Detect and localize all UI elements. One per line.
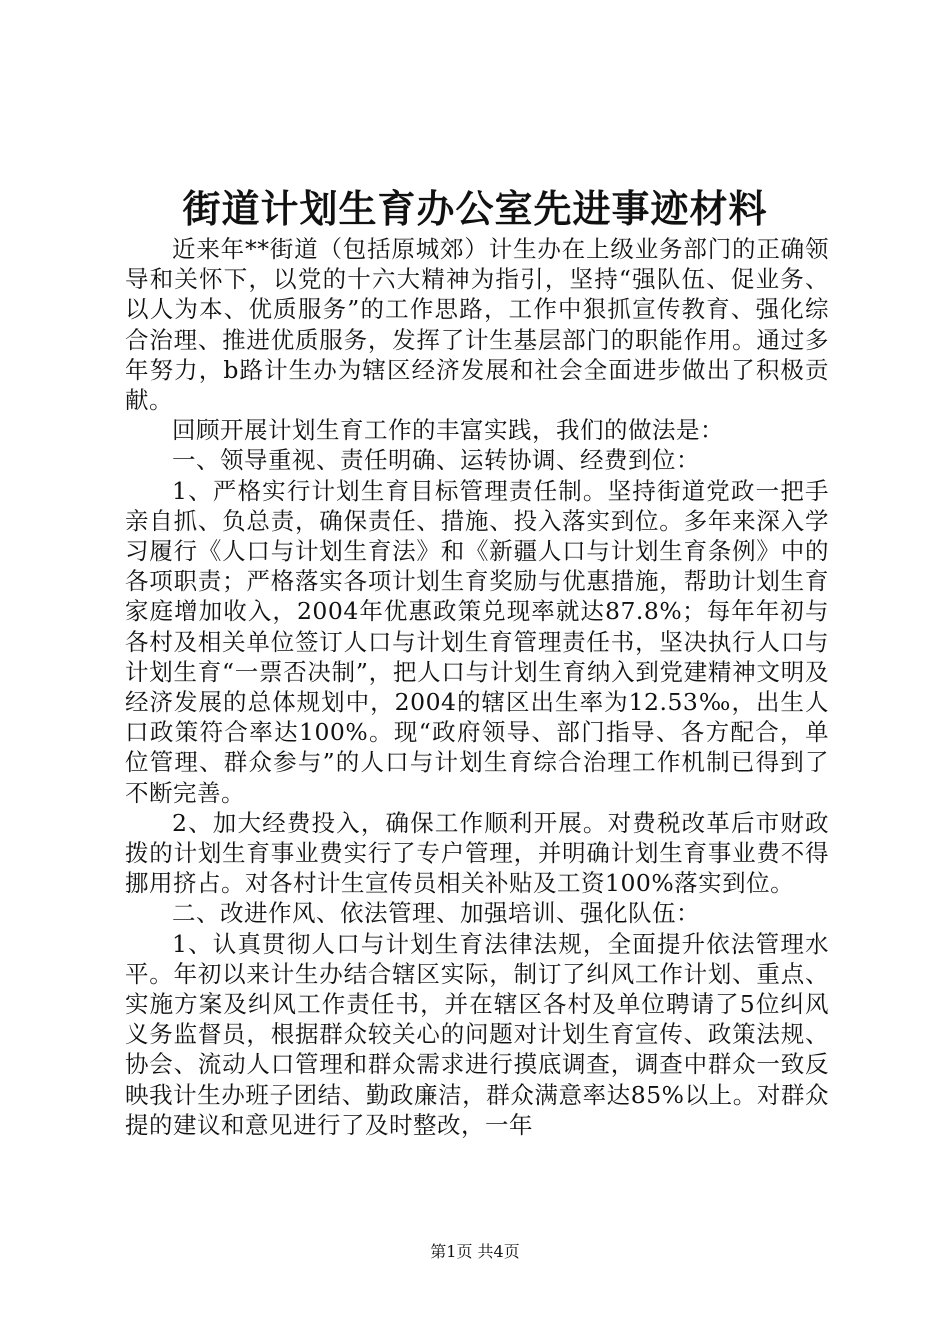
paragraph-1-2: 2、加大经费投入，确保工作顺利开展。对费税改革后市财政拨的计划生育事业费实行了专户管理，并明确计划生育事业费不得挪用挤占。对各村计生宣传员相关补贴及工资100%落实到位。 bbox=[125, 808, 829, 898]
section-heading-2: 二、改进作风、依法管理、加强培训、强化队伍： bbox=[172, 899, 700, 928]
section-heading-1: 一、领导重视、责任明确、运转协调、经费到位： bbox=[172, 446, 700, 475]
page-footer: 第1页 共4页 bbox=[430, 1242, 520, 1261]
paragraph-2-1: 1、认真贯彻人口与计划生育法律法规，全面提升依法管理水平。年初以来计生办结合辖区实际，制订了纠风工作计划、重点、实施方案及纠风工作责任书，并在辖区各村及单位聘请了5位纠风义务监督员，根据群众较关心的问题对计划生育宣传、政策法规、协会、流动人口管理和群众需求进行摸底调查，调查中群众一致反映我计生办班子团结、勤政廉洁，群众满意率达85%以上。对群众提的建议和意见进行了及时整改，一年 bbox=[125, 929, 829, 1139]
paragraph-review: 回顾开展计划生育工作的丰富实践，我们的做法是： bbox=[172, 416, 724, 445]
paragraph-1-1: 1、严格实行计划生育目标管理责任制。坚持街道党政一把手亲自抓、负总责，确保责任、措施、投入落实到位。多年来深入学习履行《人口与计划生育法》和《新疆人口与计划生育条例》中的各项职责；严格落实各项计划生育奖励与优惠措施，帮助计划生育家庭增加收入，2004年优惠政策兑现率就达87.8%；每年年初与各村及相关单位签订人口与计划生育管理责任书，坚决执行人口与计划生育“一票否决制”，把人口与计划生育纳入到党建精神文明及经济发展的总体规划中，2004的辖区出生率为12.53‰，出生人口政策符合率达100%。现“政府领导、部门指导、各方配合，单位管理、群众参与”的人口与计划生育综合治理工作机制已得到了不断完善。 bbox=[125, 476, 829, 807]
document-title: 街道计划生育办公室先进事迹材料 bbox=[182, 187, 768, 231]
paragraph-intro: 近来年**街道（包括原城郊）计生办在上级业务部门的正确领导和关怀下，以党的十六大精神为指引，坚持“强队伍、促业务、以人为本、优质服务”的工作思路，工作中狠抓宣传教育、强化综合治理、推进优质服务，发挥了计生基层部门的职能作用。通过多年努力，b路计生办为辖区经济发展和社会全面进步做出了积极贡献。 bbox=[125, 235, 829, 415]
document-body bbox=[125, 234, 829, 1140]
